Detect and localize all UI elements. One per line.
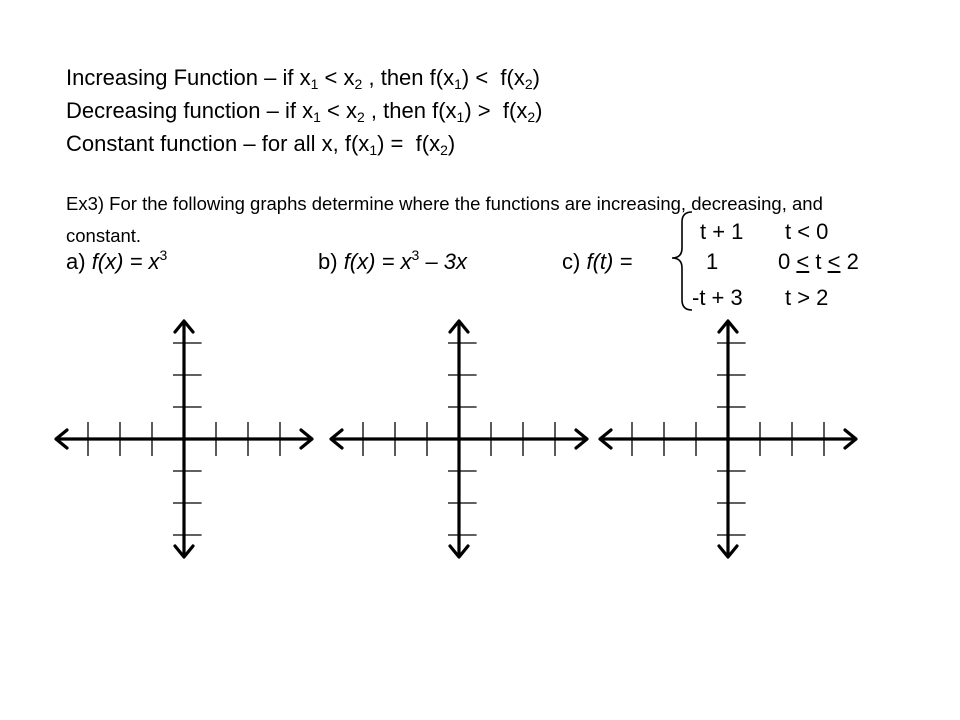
piecewise-cond-2: 0 < t < 2 — [778, 249, 859, 274]
problem-b: b) $f(x) = x^3 - 3x$ — [318, 247, 468, 274]
piecewise-brace — [672, 212, 692, 310]
increasing-definition: Increasing Function – if $x_1 < x_2$ , then $f(x_1) < f(x_2)$ — [66, 65, 540, 92]
decreasing-definition: Decreasing function – if $x_1 < x_2$ , then $f(x_1) > f(x_2)$ — [66, 98, 543, 125]
piecewise-cond-1: t < 0 — [785, 219, 829, 244]
constant-definition: Constant function – for all x, $f(x_1) = f(x_2)$ — [66, 131, 456, 158]
piecewise-expr-3: -t + 3 — [692, 285, 743, 310]
problem-a: a) $f(x) = x^3$ — [66, 247, 168, 274]
piecewise-expr-1: t + 1 — [700, 219, 744, 244]
example-instructions: Ex3) For the following graphs determine where the functions are increasing, decreasing, and constant. — [66, 193, 823, 246]
piecewise-cond-3: t > 2 — [785, 285, 829, 310]
problem-c: c) f(t) = — [562, 249, 633, 274]
piecewise-expr-2: 1 — [706, 249, 719, 274]
